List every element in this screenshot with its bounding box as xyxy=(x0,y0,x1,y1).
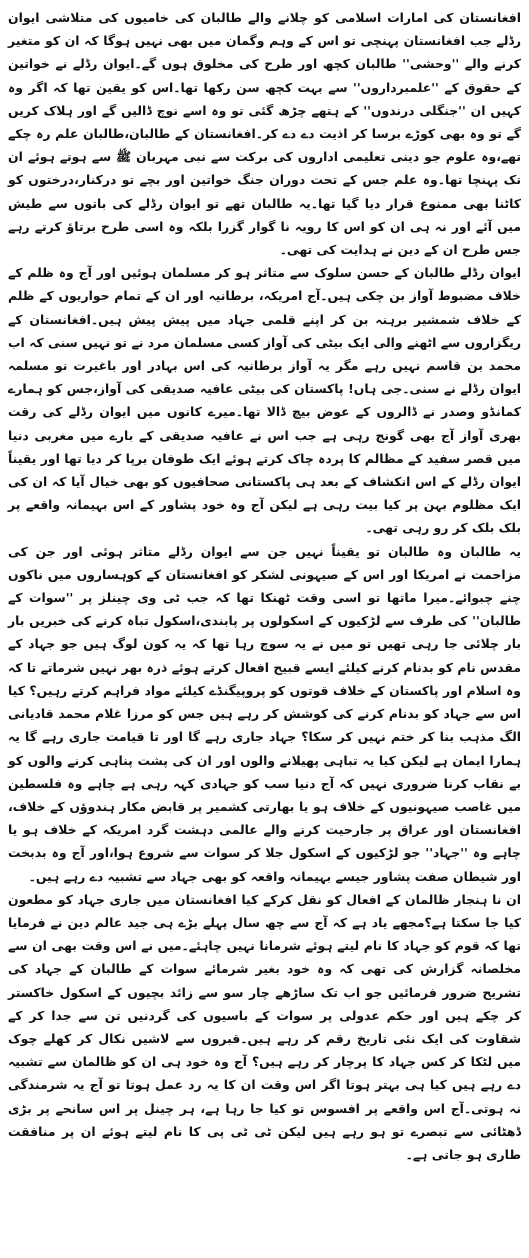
article-paragraph-1: افغانستان کی امارات اسلامی کو چلانے والے طالبان کی خامیوں کی متلاشی ایوان رڈلے جب افغانستان پہنچی تو اس کے وہم وگمان میں بھی نہیں ہوگا کہ ان کو متغیر کرنے والے ''وحشی'' طالبان کچھ اور طرح کی مخلوق ہوں گے۔ایوان رڈلے نے خواتین کے حقوق کے ''علمبرداروں'' سے بہت کچھ سن رکھا تھا۔اس کو یقین تھا کہ اگر وہ کہیں ان ''جنگلی درندوں'' کے ہتھے چڑھ گئی تو وہ اسے نوچ ڈالیں گے اور ہلاک کریں گے تو وہ بھی کوڑے برسا کر اذیت دے دے کر۔افغانستان کے طالبان،طالبان علم رہ چکے تھے،وہ علوم جو دینی تعلیمی اداروں کی برکت سے نبی مہربان ﷺ سے ہوتے ہوئے ان تک پہنچا تھا۔وہ علم جس کے تحت دوران جنگ خواتین اور بچے تو درکنار،درختوں کو کاٹنا بھی ممنوع قرار دیا گیا تھا۔یہ طالبان تھے تو ایوان رڈلے کی باتوں سے طیش میں آئے اور نہ ہی ان کو اس کا رویہ نا گوار گزرا بلکہ وہ اسی طرح برتاؤ کرتے رہے جس طرح ان کے دین نے ہدایت کی تھی۔ xyxy=(8,10,521,258)
article-paragraph-4: ان نا ہنجار ظالمان کے افعال کو نقل کرکے کیا افغانستان میں جاری جہاد کو مطعون کیا جا سکتا ہے؟مجھے یاد ہے کہ آج سے چھ سال پہلے بڑے ہی جید عالم دین نے فرمایا تھا کہ قوم کو جہاد کا نام لیتے ہوئے شرمانا نہیں چاہئے۔میں نے اس وقت بھی ان سے مخلصانہ گزارش کی تھی کہ وہ خود بغیر شرمائے سوات کے طالبان کے جہاد کی تشریح ضرور فرمائیں جو اب تک ساڑھے چار سو سے زائد بچیوں کے اسکول خاکستر کر چکے ہیں اور حکم عدولی پر سوات کے باسیوں کی گردنیں تن سے جدا کر کے شقاوت کی ایک نئی تاریخ رقم کر رہے ہیں۔قبروں سے لاشیں نکال کر کھلے چوک میں لٹکا کر کس جہاد کا پرچار کر رہے ہیں؟ آج وہ خود ہی ان کو ظالمان سے تشبیہ دے رہے ہیں کیا ہی بہتر ہوتا اگر اس وقت ان کا یہ رد عمل ہوتا تو آج یہ شرمندگی نہ ہوتی۔آج اس واقعے پر افسوس تو کیا جا رہا ہے، ہر چینل پر اس سانحے پر بڑی ڈھٹائی سے تبصرے تو ہو رہے ہیں لیکن ٹی ٹی پی کا نام لیتے ہوئے ان پر منافقت طاری ہو جاتی ہے۔ xyxy=(8,891,521,1162)
article-paragraph-2: ایوان رڈلے طالبان کے حسن سلوک سے متاثر ہو کر مسلمان ہوئیں اور آج وہ ظلم کے خلاف مضبوط آواز بن چکی ہیں۔آج امریکہ، برطانیہ اور ان کے تمام حواریوں کے ظلم کے خلاف شمشیر برہنہ بن کر اپنے قلمی جہاد میں پیش پیش ہیں۔افغانستان کے ریگزاروں سے اٹھنے والی ایک بیٹی کی آواز کسی مسلمان مرد نے تو نہیں سنی کہ اب محمد بن قاسم نہیں رہے مگر یہ آواز برطانیہ کی اس بہادر اور باغیرت نو مسلمہ ایوان رڈلے نے سنی۔جی ہاں! پاکستان کی بیٹی عافیہ صدیقی کی آواز،جس کو ہمارے کمانڈو وصدر نے ڈالروں کے عوض بیچ ڈالا تھا۔میرے کانوں میں ایوان رڈلے کی رقت بھری آواز آج بھی گونج رہی ہے جب اس نے عافیہ صدیقی کے بارے میں مغربی دنیا میں قصر سفید کے مظالم کا پردہ چاک کرتے ہوئے ایک طوفان برپا کر دیا تھا اور یقیناً ایوان رڈلے کے اس انکشاف کے بعد ہی پاکستانی صحافیوں کو بھی خیال آیا کہ ان کی ایک مظلوم بہن پر کیا بیت رہی ہے لیکن آج وہ خود پشاور کے اس بہیمانہ واقعے پر بلک بلک کر رو رہی تھی۔ xyxy=(8,265,521,536)
article-paragraph-3: یہ طالبان وہ طالبان تو یقیناً نہیں جن سے ایوان رڈلے متاثر ہوئی اور جن کی مزاحمت نے امریکا اور اس کے صیہونی لشکر کو افغانستان کے کوہساروں میں ناکوں چنے چبوائے۔میرا ماتھا تو اسی وقت ٹھنکا تھا کہ جب ٹی وی چینلز پر ''سوات کے طالبان'' کی طرف سے لڑکیوں کے اسکولوں پر پابندی،اسکول تباہ کرنے کی خبریں بار بار چلائی جا رہی تھیں تو میں نے یہ سوچ رہا تھا کہ یہ کون لوگ ہیں جو جہاد کے مقدس نام کو بدنام کرنے کیلئے ایسے قبیح افعال کرتے ہوئے ذرہ بھر نہیں شرماتے تا کہ وہ اسلام اور پاکستان کے خلاف قوتوں کو پروپیگنڈے کیلئے مواد فراہم کرتے رہیں؟ کیا اس سے جہاد کو بدنام کرنے کی کوشش کر رہے ہیں جس کو مرزا غلام محمد قادیانی الگ مذہب بنا کر ختم نہیں کر سکا؟ جہاد جاری رہے گا اور تا قیامت جاری رہے گا یہ ہمارا ایمان ہے لیکن کیا یہ تباہی پھیلانے والوں اور ان کی پشت پناہی کرنے والوں کو بے نقاب کرنا ضروری نہیں کہ آج دنیا سب کو جہادی کہہ رہی ہے چاہے وہ فلسطین میں غاصب صیہونیوں کے خلاف ہو یا بھارتی کشمیر پر قابض مکار ہندوؤں کے خلاف، افغانستان اور عراق پر جارحیت کرنے والے عالمی دہشت گرد امریکہ کے خلاف ہو یا چاہے وہ ''جہاد'' جو لڑکیوں کے اسکول جلا کر سوات سے شروع ہوا،اور آج وہ بدبخت اور شیطان صفت پشاور جیسے بہیمانہ واقعہ کو بھی جہاد سے تشبیہ دے رہے ہیں۔ xyxy=(8,543,521,884)
